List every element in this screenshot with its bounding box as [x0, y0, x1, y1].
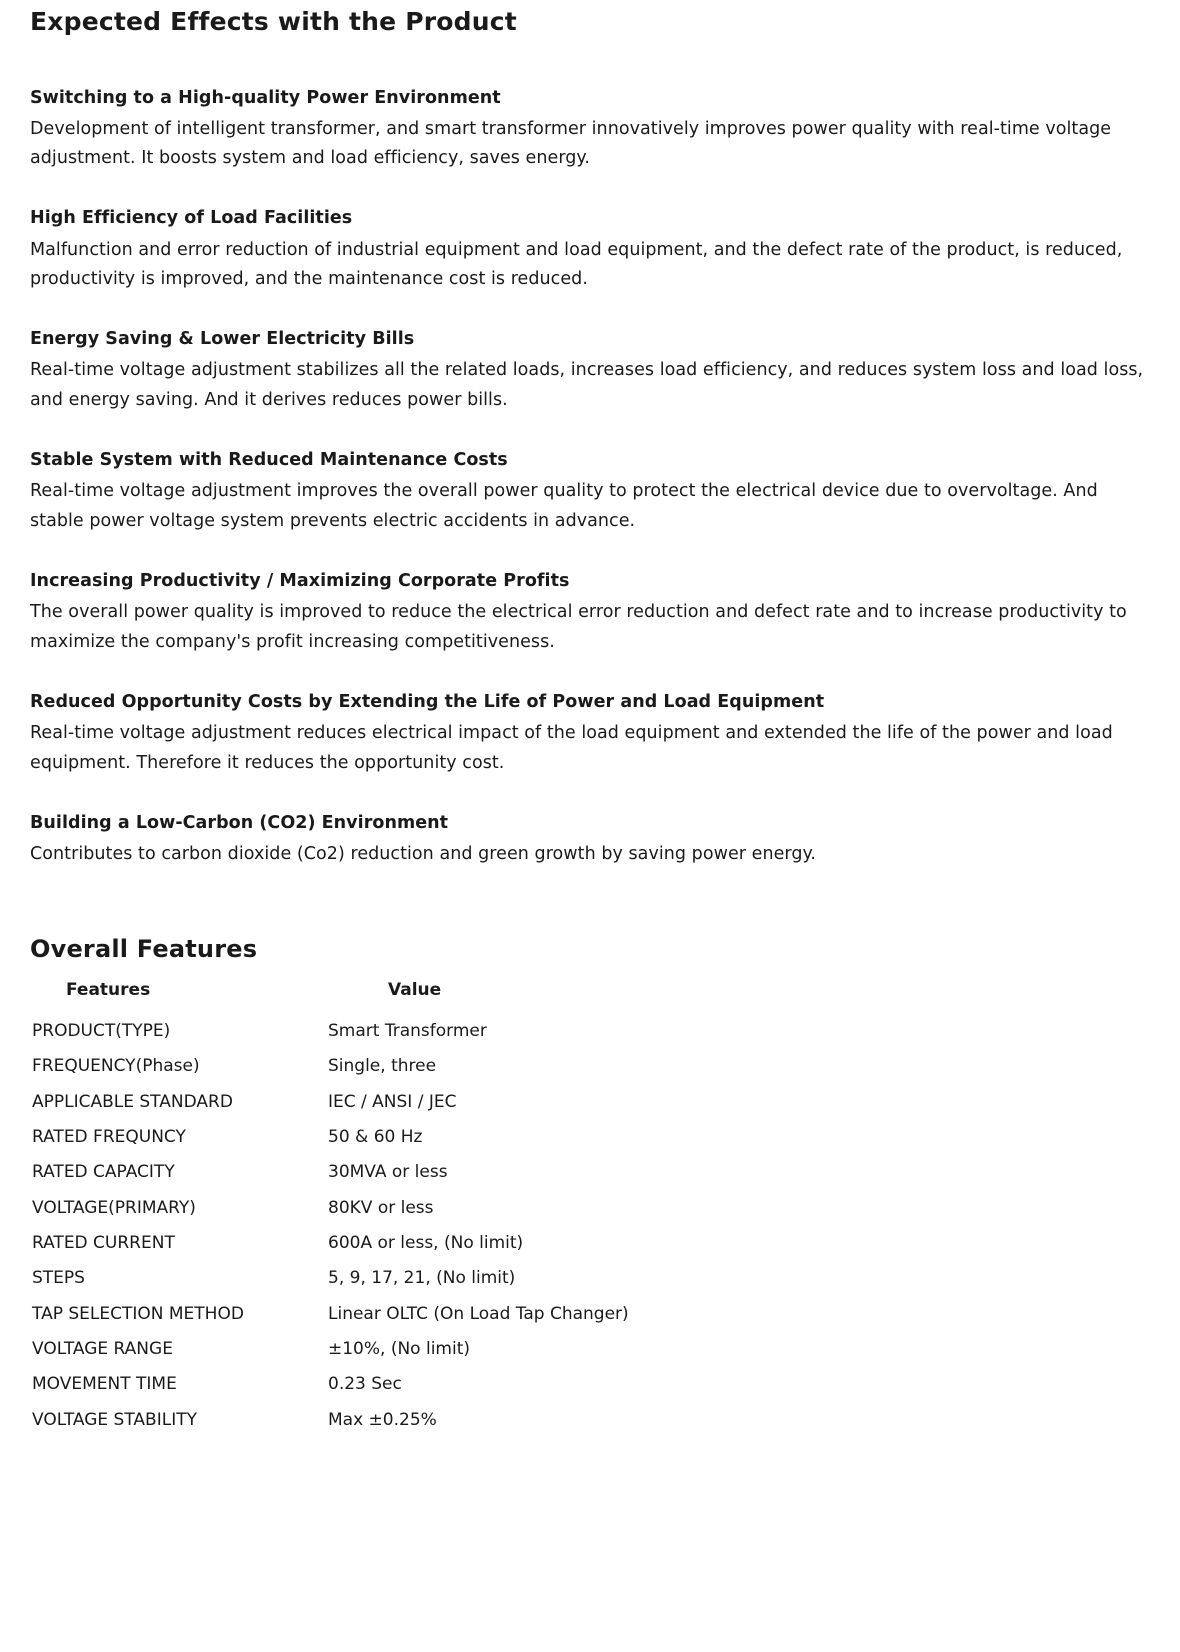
section-body: Real-time voltage adjustment stabilizes all the related loads, increases load efficiency, and reduces system loss and load loss, and energy saving. And it derives reduces power bills.	[30, 360, 1144, 410]
column-header-features: Features	[66, 980, 151, 1001]
feature-name: RATED CURRENT	[32, 1232, 175, 1253]
table-row	[30, 1120, 629, 1155]
section-reduced-opportunity-costs	[30, 689, 1150, 778]
section-switching-high-quality-power	[30, 85, 1150, 174]
feature-value: ±10%, (No limit)	[328, 1339, 471, 1360]
feature-name: FREQUENCY(Phase)	[32, 1056, 200, 1077]
feature-value: 600A or less, (No limit)	[328, 1232, 524, 1253]
table-row	[30, 1226, 629, 1261]
section-high-efficiency-load-facilities	[30, 205, 1150, 294]
feature-name: TAP SELECTION METHOD	[32, 1303, 244, 1324]
feature-value: 80KV or less	[328, 1197, 434, 1218]
feature-value: 5, 9, 17, 21, (No limit)	[328, 1268, 516, 1289]
table-row	[30, 1297, 629, 1332]
feature-value: IEC / ANSI / JEC	[328, 1091, 457, 1112]
table-row	[30, 1261, 629, 1296]
section-heading: Stable System with Reduced Maintenance Costs	[30, 450, 508, 471]
overall-features-table	[30, 973, 629, 1438]
section-heading: Reduced Opportunity Costs by Extending the Life of Power and Load Equipment	[30, 692, 825, 713]
table-row	[30, 1049, 629, 1084]
feature-name: VOLTAGE RANGE	[32, 1339, 173, 1360]
feature-name: MOVEMENT TIME	[32, 1374, 177, 1395]
section-low-carbon-environment	[30, 810, 1150, 870]
feature-name: PRODUCT(TYPE)	[32, 1020, 171, 1041]
table-row	[30, 1085, 629, 1120]
section-heading: High Efficiency of Load Facilities	[30, 208, 353, 229]
column-header-value: Value	[388, 980, 442, 1001]
section-body: Development of intelligent transformer, and smart transformer innovatively improves power quality with real-time voltage adjustment. It boosts system and load efficiency, saves energy.	[30, 118, 1112, 169]
feature-value: 30MVA or less	[328, 1162, 448, 1183]
section-body: Malfunction and error reduction of industrial equipment and load equipment, and the defect rate of the product, is reduced, productivity is improved, and the maintenance cost is reduced.	[30, 239, 1123, 289]
table-row	[30, 1191, 629, 1226]
section-energy-saving-lower-bills	[30, 326, 1150, 415]
feature-value: 0.23 Sec	[328, 1374, 402, 1395]
feature-value: Single, three	[328, 1056, 437, 1077]
document-page	[0, 6, 1180, 1458]
feature-name: STEPS	[32, 1268, 85, 1289]
table-row	[30, 1403, 629, 1438]
section-heading: Switching to a High-quality Power Environment	[30, 87, 501, 108]
feature-value: Linear OLTC (On Load Tap Changer)	[328, 1303, 629, 1324]
feature-name: APPLICABLE STANDARD	[32, 1091, 233, 1112]
table-row	[30, 1014, 629, 1049]
section-heading: Building a Low-Carbon (CO2) Environment	[30, 812, 449, 833]
overall-features-title: Overall Features	[30, 935, 258, 964]
feature-value: 50 & 60 Hz	[328, 1126, 423, 1147]
feature-value: Max ±0.25%	[328, 1409, 437, 1430]
feature-name: RATED CAPACITY	[32, 1162, 175, 1183]
feature-name: VOLTAGE(PRIMARY)	[32, 1197, 196, 1218]
page-title: Expected Effects with the Product	[30, 7, 517, 36]
table-row	[30, 1155, 629, 1190]
feature-value: Smart Transformer	[328, 1020, 487, 1041]
section-heading: Energy Saving & Lower Electricity Bills	[30, 329, 415, 350]
section-body: Contributes to carbon dioxide (Co2) reduction and green growth by saving power energy.	[30, 844, 817, 865]
feature-name: RATED FREQUNCY	[32, 1126, 186, 1147]
section-body: The overall power quality is improved to reduce the electrical error reduction and defect rate and to increase productivity to maximize the company's profit increasing competitiveness.	[30, 602, 1127, 652]
section-body: Real-time voltage adjustment improves the overall power quality to protect the electrical device due to overvoltage. And stable power voltage system prevents electric accidents in advance.	[30, 481, 1098, 531]
section-heading: Increasing Productivity / Maximizing Corporate Profits	[30, 571, 570, 592]
section-body: Real-time voltage adjustment reduces electrical impact of the load equipment and extended the life of the power and load equipment. Therefore it reduces the opportunity cost.	[30, 723, 1113, 773]
section-increasing-productivity	[30, 568, 1150, 657]
table-row	[30, 1332, 629, 1367]
table-header-row	[30, 973, 629, 1013]
table-row	[30, 1367, 629, 1402]
feature-name: VOLTAGE STABILITY	[32, 1409, 197, 1430]
section-stable-system-reduced-maintenance	[30, 447, 1150, 536]
